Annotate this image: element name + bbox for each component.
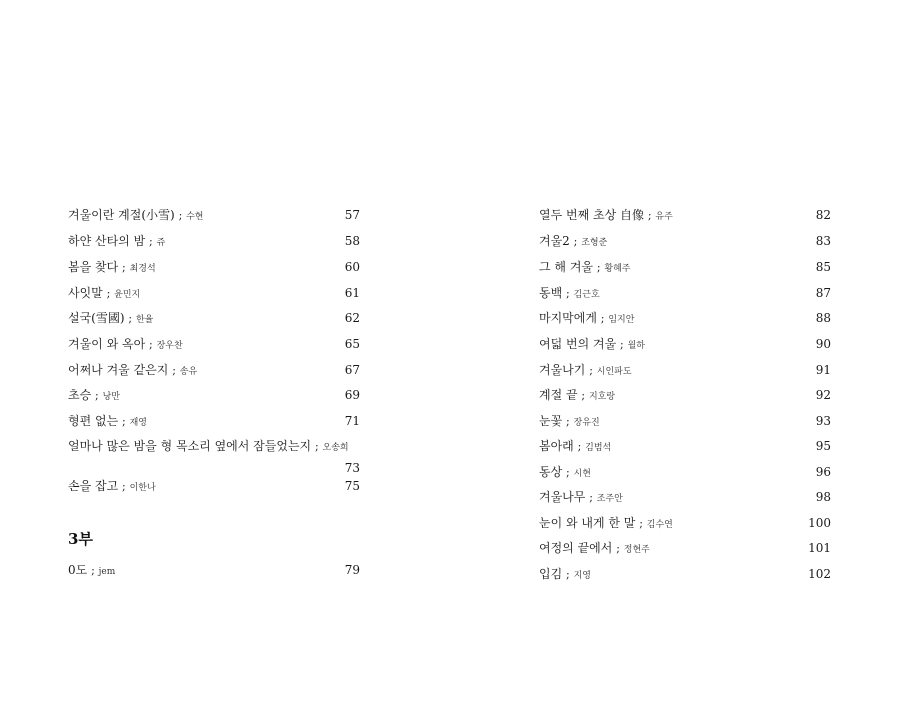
entry-author: 황혜주 (604, 264, 631, 274)
entry-separator: ; (616, 542, 620, 555)
toc-entry[interactable] (68, 231, 360, 251)
entry-author: 임지안 (608, 315, 635, 325)
toc-entry[interactable] (539, 385, 831, 405)
entry-separator: ; (581, 389, 586, 402)
entry-author: 장유진 (573, 418, 600, 428)
entry-page: 82 (815, 208, 831, 222)
toc-entry[interactable] (539, 257, 831, 277)
entry-title: 겨울나기 (539, 363, 586, 377)
entry-separator: ; (589, 364, 593, 377)
entry-separator: ; (589, 491, 593, 504)
entry-page: 92 (815, 388, 831, 402)
entry-page: 91 (815, 363, 831, 377)
entry-title: 설국(雪國) (68, 311, 125, 325)
entry-page: 83 (815, 234, 831, 248)
entry-title: 겨울2 (539, 234, 570, 248)
toc-entry[interactable] (539, 462, 831, 482)
entry-title: 동백 (539, 286, 563, 300)
entry-title: 입김 (539, 567, 563, 581)
entry-page: 95 (815, 439, 831, 453)
entry-title: 손을 잡고 (68, 479, 119, 493)
entry-title: 여정의 끝에서 (539, 541, 613, 555)
entry-page: 71 (344, 414, 360, 428)
toc-entry[interactable] (539, 411, 831, 431)
toc-entry[interactable] (539, 231, 831, 251)
toc-entry[interactable] (539, 360, 831, 380)
entry-author: 오송희 (322, 443, 349, 453)
entry-title: 초승 (68, 388, 92, 402)
toc-entry[interactable] (539, 334, 831, 354)
entry-author: 시현 (573, 469, 591, 479)
entry-page: 93 (815, 414, 831, 428)
entry-separator: ; (314, 440, 319, 453)
toc-entry[interactable] (68, 308, 360, 328)
toc-entry[interactable] (68, 334, 360, 354)
entry-title: 봄아래 (539, 439, 574, 453)
entry-separator: ; (566, 466, 570, 479)
entry-page: 57 (344, 208, 360, 222)
entry-title: 눈꽃 (539, 414, 563, 428)
toc-entry[interactable] (539, 436, 831, 456)
entry-page: 96 (815, 465, 831, 479)
entry-author: 지영 (573, 571, 591, 581)
entry-separator: ; (91, 564, 95, 577)
entry-title: 0도 (68, 563, 88, 577)
entry-title: 하얀 산타의 밤 (68, 234, 146, 248)
toc-entry[interactable] (68, 283, 360, 303)
toc-entry[interactable] (539, 513, 831, 533)
entry-separator: ; (566, 287, 570, 300)
entry-separator: ; (620, 338, 624, 351)
entry-author: 조주안 (596, 494, 623, 504)
entry-author: 김근호 (573, 290, 600, 300)
entry-separator: ; (647, 209, 652, 222)
entry-author: 윤민지 (114, 290, 141, 300)
entry-page: 101 (808, 541, 831, 555)
toc-entry[interactable] (539, 283, 831, 303)
entry-author: 시인파도 (596, 367, 632, 377)
entry-separator: ; (95, 389, 99, 402)
entry-page: 73 (344, 461, 360, 475)
entry-title: 마지막에게 (539, 311, 597, 325)
entry-author: 송유 (179, 367, 198, 377)
entry-separator: ; (573, 235, 578, 248)
toc-entry[interactable] (68, 205, 360, 225)
entry-separator: ; (122, 480, 126, 493)
entry-page: 79 (344, 563, 360, 577)
entry-title: 겨울이 와 옥아 (68, 337, 146, 351)
entry-author: jem (98, 567, 116, 577)
entry-page: 67 (344, 363, 360, 377)
entry-author: 낭만 (102, 392, 120, 402)
entry-author: 김수연 (646, 520, 673, 530)
entry-title: 봄을 찾다 (68, 260, 119, 274)
entry-page: 85 (815, 260, 831, 274)
entry-author: 한율 (135, 315, 154, 325)
toc-entry[interactable] (68, 360, 360, 380)
toc-entry[interactable] (539, 487, 831, 507)
toc-entry[interactable] (68, 385, 360, 405)
entry-separator: ; (122, 415, 126, 428)
entry-page: 69 (344, 388, 360, 402)
entry-author: 김범석 (585, 443, 612, 453)
entry-title: 얼마나 많은 밤을 형 목소리 옆에서 잠들었는지 (68, 439, 312, 453)
entry-title: 열두 번째 초상 自像 (539, 208, 644, 222)
entry-author: 재영 (129, 418, 147, 428)
entry-author: 수현 (186, 212, 204, 222)
section-heading-3: 3부 (68, 530, 93, 548)
entry-page: 65 (344, 337, 360, 351)
entry-separator: ; (596, 261, 601, 274)
entry-title: 어쩌나 겨울 같은지 (68, 363, 169, 377)
toc-entry[interactable] (539, 564, 831, 584)
entry-author: 정현주 (623, 545, 650, 555)
entry-author: 이한나 (129, 483, 156, 493)
entry-author: 월하 (627, 341, 645, 351)
entry-page: 62 (344, 311, 360, 325)
entry-title: 여덟 번의 겨울 (539, 337, 617, 351)
entry-page: 90 (815, 337, 831, 351)
entry-title: 그 해 겨울 (539, 260, 593, 274)
entry-separator: ; (600, 312, 605, 325)
entry-page: 87 (815, 286, 831, 300)
toc-entry[interactable] (68, 560, 360, 580)
toc-entry[interactable] (68, 411, 360, 431)
entry-page: 60 (344, 260, 360, 274)
entry-page: 102 (808, 567, 831, 581)
entry-separator: ; (172, 364, 176, 377)
entry-page: 88 (815, 311, 831, 325)
entry-title: 계절 끝 (539, 388, 578, 402)
entry-separator: ; (106, 287, 111, 300)
entry-separator: ; (566, 568, 570, 581)
entry-separator: ; (639, 517, 643, 530)
entry-page: 98 (815, 490, 831, 504)
entry-separator: ; (566, 415, 570, 428)
entry-author: 유주 (655, 212, 673, 222)
toc-entry[interactable] (539, 538, 831, 558)
entry-title: 동상 (539, 465, 563, 479)
entry-title: 눈이 와 내게 한 말 (539, 516, 636, 530)
entry-separator: ; (128, 312, 133, 325)
entry-author: 지호랑 (588, 392, 616, 402)
entry-page: 100 (808, 516, 831, 530)
toc-entry[interactable] (68, 436, 360, 480)
entry-page: 58 (344, 234, 360, 248)
entry-separator: ; (149, 338, 153, 351)
entry-author: 장우찬 (156, 341, 183, 351)
entry-page: 61 (344, 286, 360, 300)
entry-page: 75 (344, 479, 360, 493)
entry-separator: ; (577, 440, 582, 453)
entry-author: 조형준 (581, 238, 608, 248)
entry-separator: ; (149, 235, 153, 248)
entry-author: 최경석 (129, 264, 156, 274)
toc-entry[interactable] (68, 476, 360, 496)
toc-entry[interactable] (539, 205, 831, 225)
toc-entry[interactable] (68, 257, 360, 277)
entry-separator: ; (178, 209, 183, 222)
entry-title: 겨울나무 (539, 490, 586, 504)
entry-title: 겨울이란 계절(小雪) (68, 208, 175, 222)
entry-title: 형편 없는 (68, 414, 119, 428)
entry-separator: ; (122, 261, 126, 274)
entry-author: 쥬 (156, 238, 166, 248)
toc-entry[interactable] (539, 308, 831, 328)
entry-title: 사잇말 (68, 286, 103, 300)
